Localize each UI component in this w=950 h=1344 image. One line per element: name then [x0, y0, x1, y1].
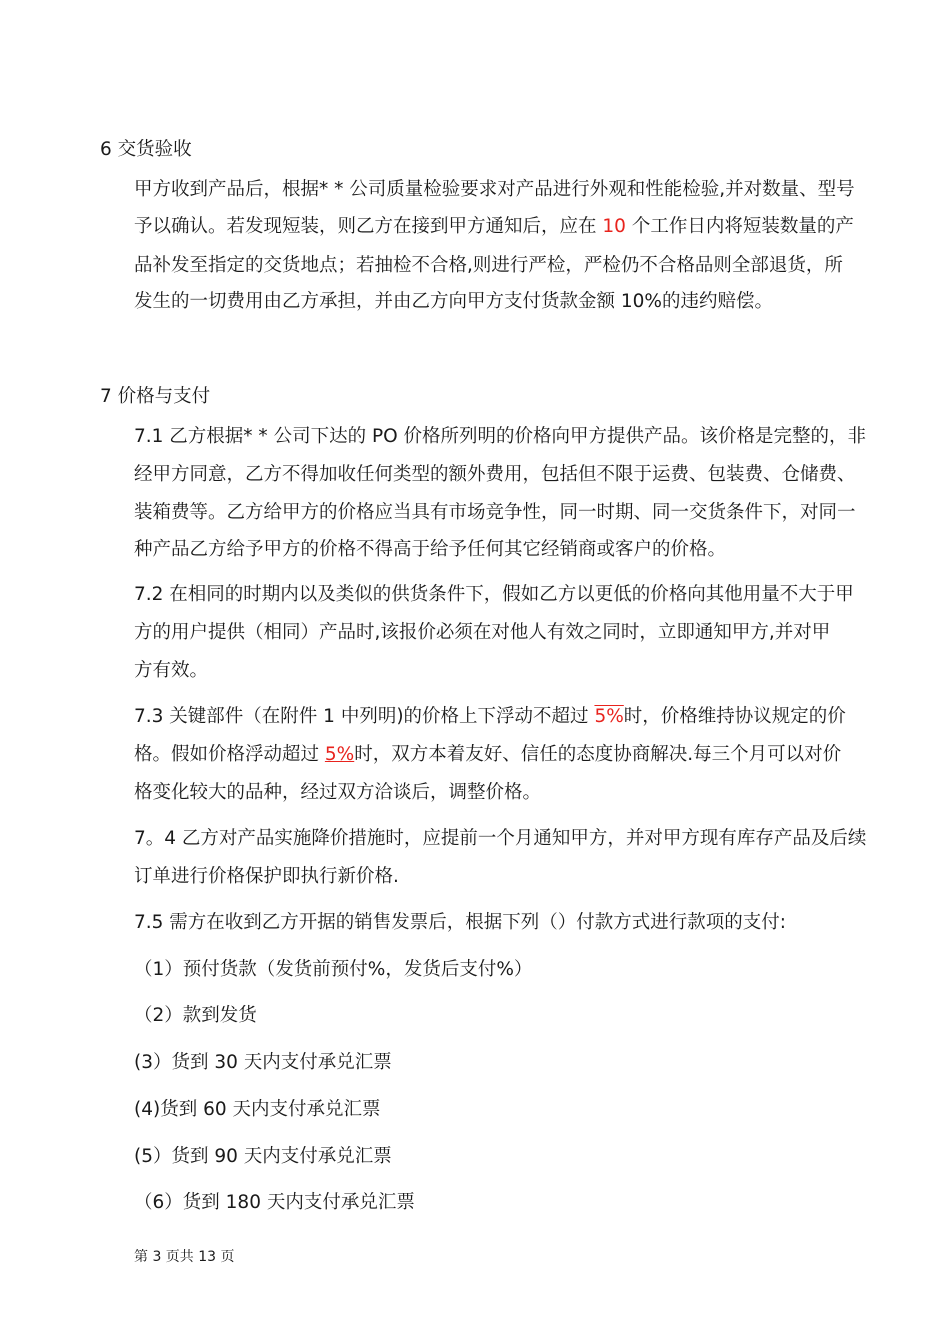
text-segment: 时，双方本着友好、信任的态度协商解决.每三个月可以对价: [354, 744, 842, 765]
payment-option-2: （2）款到发货: [134, 1005, 257, 1026]
p72-line-1: 7.2 在相同的时期内以及类似的供货条件下，假如乙方以更低的价格向其他用量不大于甲: [134, 584, 854, 605]
page-footer: 第 3 页共 13 页: [134, 1249, 235, 1265]
p73-line-2: [134, 742, 841, 768]
section-6-line-4: 发生的一切费用由乙方承担，并由乙方向甲方支付货款金额 10%的违约赔偿。: [134, 291, 774, 312]
p71-line-2: 经甲方同意，乙方不得加收任何类型的额外费用，包括但不限于运费、包装费、仓储费、: [134, 464, 856, 485]
p74-line-2: 订单进行价格保护即执行新价格.: [134, 866, 399, 887]
text-segment: 7.3 关键部件（在附件 1 中列明)的价格上下浮动不超过: [134, 706, 595, 727]
p71-line-3: 装箱费等。乙方给甲方的价格应当具有市场竞争性，同一时期、同一交货条件下，对同一: [134, 502, 856, 523]
p72-line-2: 方的用户提供（相同）产品时,该报价必须在对他人有效之同时，立即通知甲方,并对甲: [134, 622, 831, 643]
p72-line-3: 方有效。: [134, 660, 209, 681]
p71-line-4: 种产品乙方给予甲方的价格不得高于给予任何其它经销商或客户的价格。: [134, 539, 727, 560]
section-6-heading: 6 交货验收: [100, 139, 192, 160]
section-6-line-2: [134, 214, 854, 240]
text-segment: 个工作日内将短装数量的产: [625, 216, 854, 237]
text-segment: 予以确认。若发现短装，则乙方在接到甲方通知后，应在: [134, 216, 603, 237]
highlighted-percent: 5%: [594, 706, 624, 727]
text-segment: 格。假如价格浮动超过: [134, 744, 325, 765]
p71-line-1: 7.1 乙方根据* * 公司下达的 PO 价格所列明的价格向甲方提供产品。该价格是完整的，非: [134, 426, 867, 447]
payment-option-6: （6）货到 180 天内支付承兑汇票: [134, 1192, 415, 1213]
p75-line: 7.5 需方在收到乙方开据的销售发票后，根据下列（）付款方式进行款项的支付:: [134, 912, 787, 933]
section-6-line-3: 品补发至指定的交货地点；若抽检不合格,则进行严检，严检仍不合格品则全部退货，所: [134, 255, 843, 276]
payment-option-4: (4)货到 60 天内支付承兑汇票: [134, 1099, 381, 1120]
payment-option-3: (3）货到 30 天内支付承兑汇票: [134, 1052, 392, 1073]
payment-option-5: (5）货到 90 天内支付承兑汇票: [134, 1146, 392, 1167]
highlighted-percent: 5%: [324, 744, 355, 765]
section-6-line-1: 甲方收到产品后，根据* * 公司质量检验要求对产品进行外观和性能检验,并对数量、型号: [134, 179, 855, 200]
section-7-heading: 7 价格与支付: [100, 386, 211, 407]
p74-line-1: 7。4 乙方对产品实施降价措施时，应提前一个月通知甲方，并对甲方现有库存产品及后续: [134, 828, 867, 849]
p73-line-3: 格变化较大的品种，经过双方洽谈后，调整价格。: [134, 782, 542, 803]
p73-line-1: [134, 704, 846, 730]
text-segment: 时，价格维持协议规定的价: [623, 706, 846, 727]
highlighted-number: 10: [602, 216, 626, 237]
payment-option-1: （1）预付货款（发货前预付%，发货后支付%）: [134, 959, 533, 980]
